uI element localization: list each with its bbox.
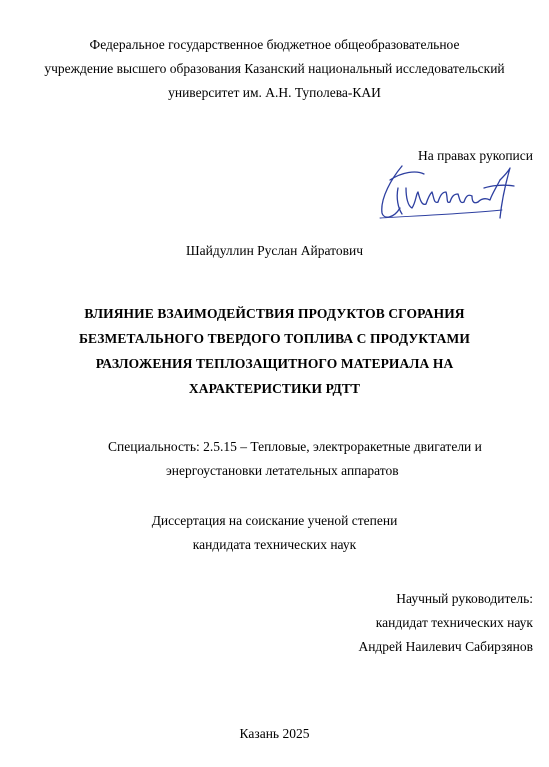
dissertation-title-line-2: БЕЗМЕТАЛЬНОГО ТВЕРДОГО ТОПЛИВА С ПРОДУКТАМИ — [79, 331, 470, 346]
dissertation-purpose-line-2: кандидата технических наук — [192, 537, 357, 552]
specialty-line-2: энергоустановки летательных аппаратов — [166, 463, 399, 478]
signature-icon — [372, 158, 522, 228]
author-name: Шайдуллин Руслан Айратович — [186, 243, 363, 258]
city-year: Казань 2025 — [239, 726, 310, 741]
specialty-line-1: Специальность: 2.5.15 – Тепловые, электроракетные двигатели и — [108, 439, 482, 454]
manuscript-note: На правах рукописи — [417, 148, 533, 163]
institution-line-2: учреждение высшего образования Казанский национальный исследовательский — [44, 61, 505, 76]
institution-line-1: Федеральное государственное бюджетное общеобразовательное — [89, 37, 460, 52]
dissertation-title-line-4: ХАРАКТЕРИСТИКИ РДТТ — [188, 381, 361, 396]
institution-line-3: университет им. А.Н. Туполева-КАИ — [168, 85, 381, 100]
supervisor-label: Научный руководитель: — [396, 591, 533, 606]
supervisor-degree: кандидат технических наук — [375, 615, 533, 630]
dissertation-purpose-line-1: Диссертация на соискание ученой степени — [151, 513, 398, 528]
supervisor-name: Андрей Наилевич Сабирзянов — [358, 639, 533, 654]
dissertation-title-line-3: РАЗЛОЖЕНИЯ ТЕПЛОЗАЩИТНОГО МАТЕРИАЛА НА — [95, 356, 454, 371]
dissertation-title-line-1: ВЛИЯНИЕ ВЗАИМОДЕЙСТВИЯ ПРОДУКТОВ СГОРАНИЯ — [84, 306, 465, 321]
